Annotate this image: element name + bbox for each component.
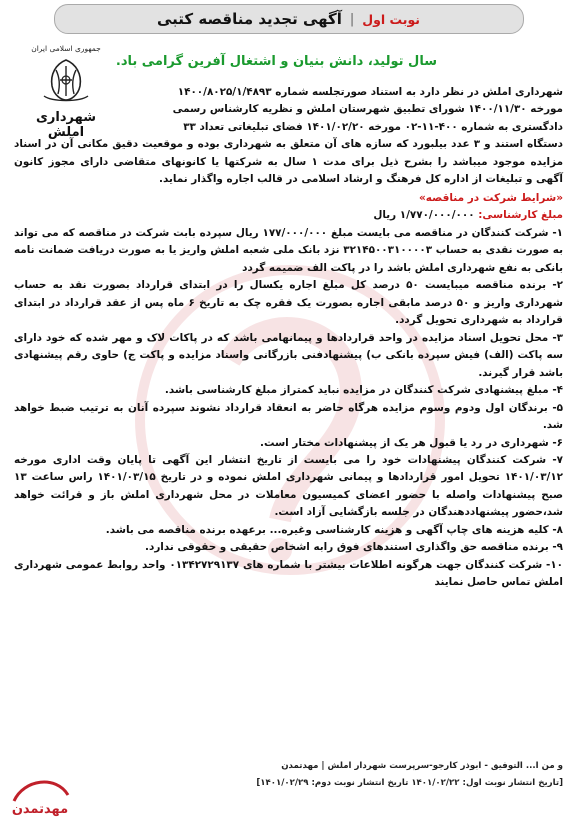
expert-amount-value: ۱/۷۷۰/۰۰۰/۰۰۰ ریال (373, 209, 475, 222)
footer-publish-dates: [تاریخ انتشار نوبت اول: ۱۴۰۱/۰۲/۲۲ تاریخ انتشار نوبت دوم: ۱۴۰۱/۰۲/۲۹] (256, 777, 563, 788)
year-slogan: سال تولید، دانش بنیان و اشتغال آفرین گرامی باد. (115, 54, 437, 69)
expert-amount (14, 207, 563, 224)
intro-line-3: دادگستری به شماره ۴۰۰-۱۱-۰۲ مورخه ۱۴۰۱/۰۲/۲۰ فضای تبلیغاتی تعداد ۳۳ (183, 120, 563, 133)
logo-country-text: جمهوری اسلامی ایران (31, 44, 101, 53)
banner-separator: | (349, 11, 355, 27)
condition-item-1: ۱- شرکت کنندگان در مناقصه می بایست مبلغ ۱۷۷/۰۰۰/۰۰۰ ریال سپرده بابت شرکت در مناقصه که می تواند به صورت نقدی به حساب ۳۲۱۴۵۰۰۳۱۰۰۰۰۳ نزد بانک ملی شعبه املش واریز یا به صورت دریافت ضمانت نامه بانکی به نفع شهرداری املش باشد را در پاکت الف ضمیمه گردد (14, 226, 564, 274)
condition-item-5: ۵- برندگان اول ودوم وسوم مزایده هرگاه حاضر به انعقاد قرارداد نشوند سپرده آنان به ترتیب ضبط خواهد شد. (14, 401, 563, 432)
publisher-stamp (6, 765, 74, 823)
stamp-text: مهدتمدن (11, 802, 69, 817)
condition-item-7: ۷- شرکت کنندگان پیشنهادات خود را می بایست از تاریخ انتشار این آگهی تا پایان وقت اداری مورخه ۱۴۰۱/۰۳/۱۲ تحویل امور قراردادها و پیمانی شهرداری املش نموده و در تاریخ ۱۴۰۱/۰۳/۱۵ راس ساعت ۱۳ صبح پیشنهادات واصله با حضور اعضای کمیسیون معاملات در محل شهرداری املش باز و قرائت خواهد شد،حضور پیشنهاددهندگان در جلسه بازگشایی آزاد است. (14, 454, 564, 519)
footer-signature: و من ا... التوفیق - ابوذر کارجو-سرپرست شهردار املش | مهدتمدن (281, 761, 563, 771)
logo-municipality-name: شهرداری املش (36, 110, 96, 140)
condition-item-8: ۸- کلیه هزینه های چاپ آگهی و هزینه کارشناسی وغیره... برعهده برنده مناقصه می باشد. (105, 523, 563, 536)
intro-paragraph: دستگاه استند و ۳ عدد بیلبورد که سازه های آن متعلق به شهرداری بوده و موقعیت دقیق مکانی آن در اسناد مزایده موجود میباشد را بشرح ذیل برای مدت ۱ سال به شرکتها یا کانونهای متقاضی دارای مجوز کانون آگهی و تبلیغات از اداره کل فرهنگ و ارشاد اسلامی در قالب اجاره واگذار نماید. (14, 138, 564, 186)
notice-footer (90, 760, 563, 791)
condition-item-6: ۶- شهرداری در رد یا قبول هر یک از پیشنهادات مختار است. (260, 436, 563, 449)
condition-item-4: ۴- مبلغ پیشنهادی شرکت کنندگان در مزایده نباید کمتراز مبلغ کارشناسی باشد. (164, 384, 563, 397)
intro-line-2: مورخه ۱۴۰۰/۱۱/۳۰ شورای تطبیق شهرستان املش و نظریه کارشناس رسمی (172, 103, 563, 116)
expert-amount-label: مبلغ کارشناسی: (478, 209, 563, 222)
condition-item-3: ۳- محل تحویل اسناد مزایده در واحد قراردادها و پیمانهامی باشد که در پاکات لاک و مهر شده که خود دارای سه پاکت (الف) فیش سپرده بانکی ب) پیشنهادفنی بازرگانی واسناد مزایده و پاکت ج) حاوی رقم پیشنهادی باشد قرار گیرند. (14, 331, 563, 379)
title-banner (54, 4, 524, 34)
condition-item-9: ۹- برنده مناقصه حق واگذاری استندهای فوق رابه اشخاص حقیقی و حقوقی ندارد. (145, 541, 563, 554)
intro-line-1: شهرداری املش در نظر دارد به استناد صورتجلسه شماره ۱۴۰۰/۸۰۲۵/۱/۴۸۹۳ (177, 86, 563, 98)
notice-title: آگهی تجدید مناقصه کتبی (157, 10, 342, 28)
notice-body (14, 84, 563, 592)
condition-item-2: ۲- برنده مناقصه میبایست ۵۰ درصد کل مبلغ اجاره یکسال را در ابتدای قرارداد بصورت نقد به حساب شهرداری واریز و ۵۰ درصد مابقی اجاره بصورت یک فقره چک به تاریخ ۶ ماه پس از عقد قرارداد در ابتدای قرارداد به شهرداری تحویل گردد. (14, 279, 563, 327)
condition-item-10: ۱۰- شرکت کنندگان جهت هرگونه اطلاعات بیشتر با شماره های ۰۱۳۴۲۷۲۹۱۳۷ واحد روابط عمومی شهرداری املش تماس حاصل نمایند (14, 558, 564, 589)
notice-round-badge: نوبت اول (362, 11, 421, 27)
conditions-heading: «شرایط شرکت در مناقصه» (418, 191, 563, 204)
